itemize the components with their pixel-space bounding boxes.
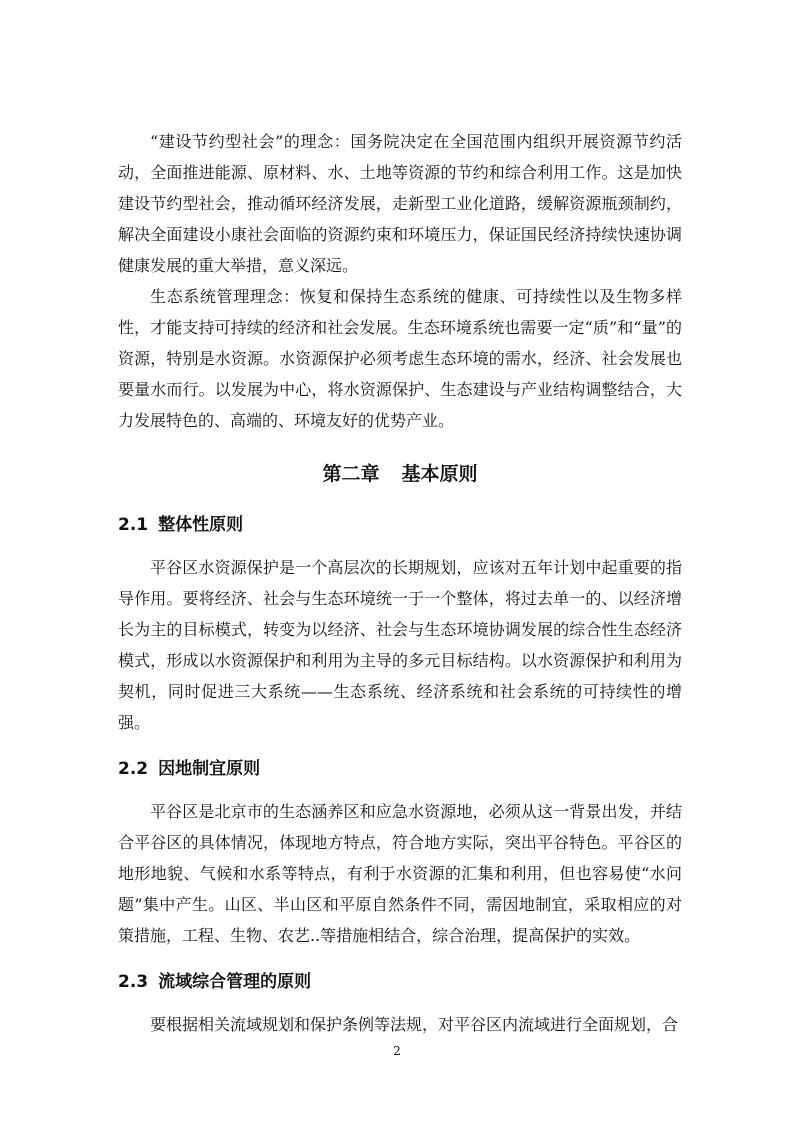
section-number: 2.1: [118, 515, 149, 535]
section-heading-2-3: [118, 967, 682, 997]
intro-paragraph-1: “建设节约型社会”的理念：国务院决定在全国范围内组织开展资源节约活动，全面推进能源、原材料、水、土地等资源的节约和综合利用工作。这是加快建设节约型社会，推动循环经济发展，走新型工业化道路，缓解资源瓶颈制约，解决全面建设小康社会面临的资源约束和环境压力，保证国民经济持续快速协调健康发展的重大举措，意义深远。: [118, 132, 682, 275]
section-title: 因地制宜原则: [158, 759, 261, 779]
section-2-3-paragraph: 要根据相关流域规划和保护条例等法规，对平谷区内流域进行全面规划，合: [150, 1015, 679, 1034]
chapter-heading: [118, 460, 682, 488]
section-2-2-paragraph: 平谷区是北京市的生态涵养区和应急水资源地，必须从这一背景出发，并结合平谷区的具体情况，体现地方特点，符合地方实际，突出平谷特色。平谷区的地形地貌、气候和水系等特点，有利于水资源的汇集和利用，但也容易使“水问题”集中产生。山区、半山区和平原自然条件不同，需因地制宜，采取相应的对策措施，工程、生物、农艺..等措施相结合，综合治理，提高保护的实效。: [118, 802, 682, 945]
section-number: 2.3: [118, 972, 149, 992]
chapter-number: 第二章: [322, 463, 380, 485]
section-title: 整体性原则: [158, 515, 244, 535]
section-number: 2.2: [118, 759, 149, 779]
section-heading-2-2: [118, 754, 682, 784]
section-title: 流域综合管理的原则: [158, 972, 312, 992]
page-content: [118, 126, 682, 1040]
section-heading-2-1: [118, 510, 682, 540]
chapter-title: 基本原则: [401, 463, 478, 485]
section-2-1-paragraph: 平谷区水资源保护是一个高层次的长期规划，应该对五年计划中起重要的指导作用。要将经济、社会与生态环境统一于一个整体，将过去单一的、以经济增长为主的目标模式，转变为以经济、社会与生态环境协调发展的综合性生态经济模式，形成以水资源保护和利用为主导的多元目标结构。以水资源保护和利用为契机，同时促进三大系统——生态系统、经济系统和社会系统的可持续性的增强。: [118, 558, 682, 732]
page-number: 2: [393, 1044, 401, 1058]
intro-paragraph-2: 生态系统管理理念：恢复和保持生态系统的健康、可持续性以及生物多样性，才能支持可持续的经济和社会发展。生态环境系统也需要一定“质”和“量”的资源，特别是水资源。水资源保护必须考虑生态环境的需水，经济、社会发展也要量水而行。以发展为中心，将水资源保护、生态建设与产业结构调整结合，大力发展特色的、高端的、环境友好的优势产业。: [118, 287, 682, 430]
